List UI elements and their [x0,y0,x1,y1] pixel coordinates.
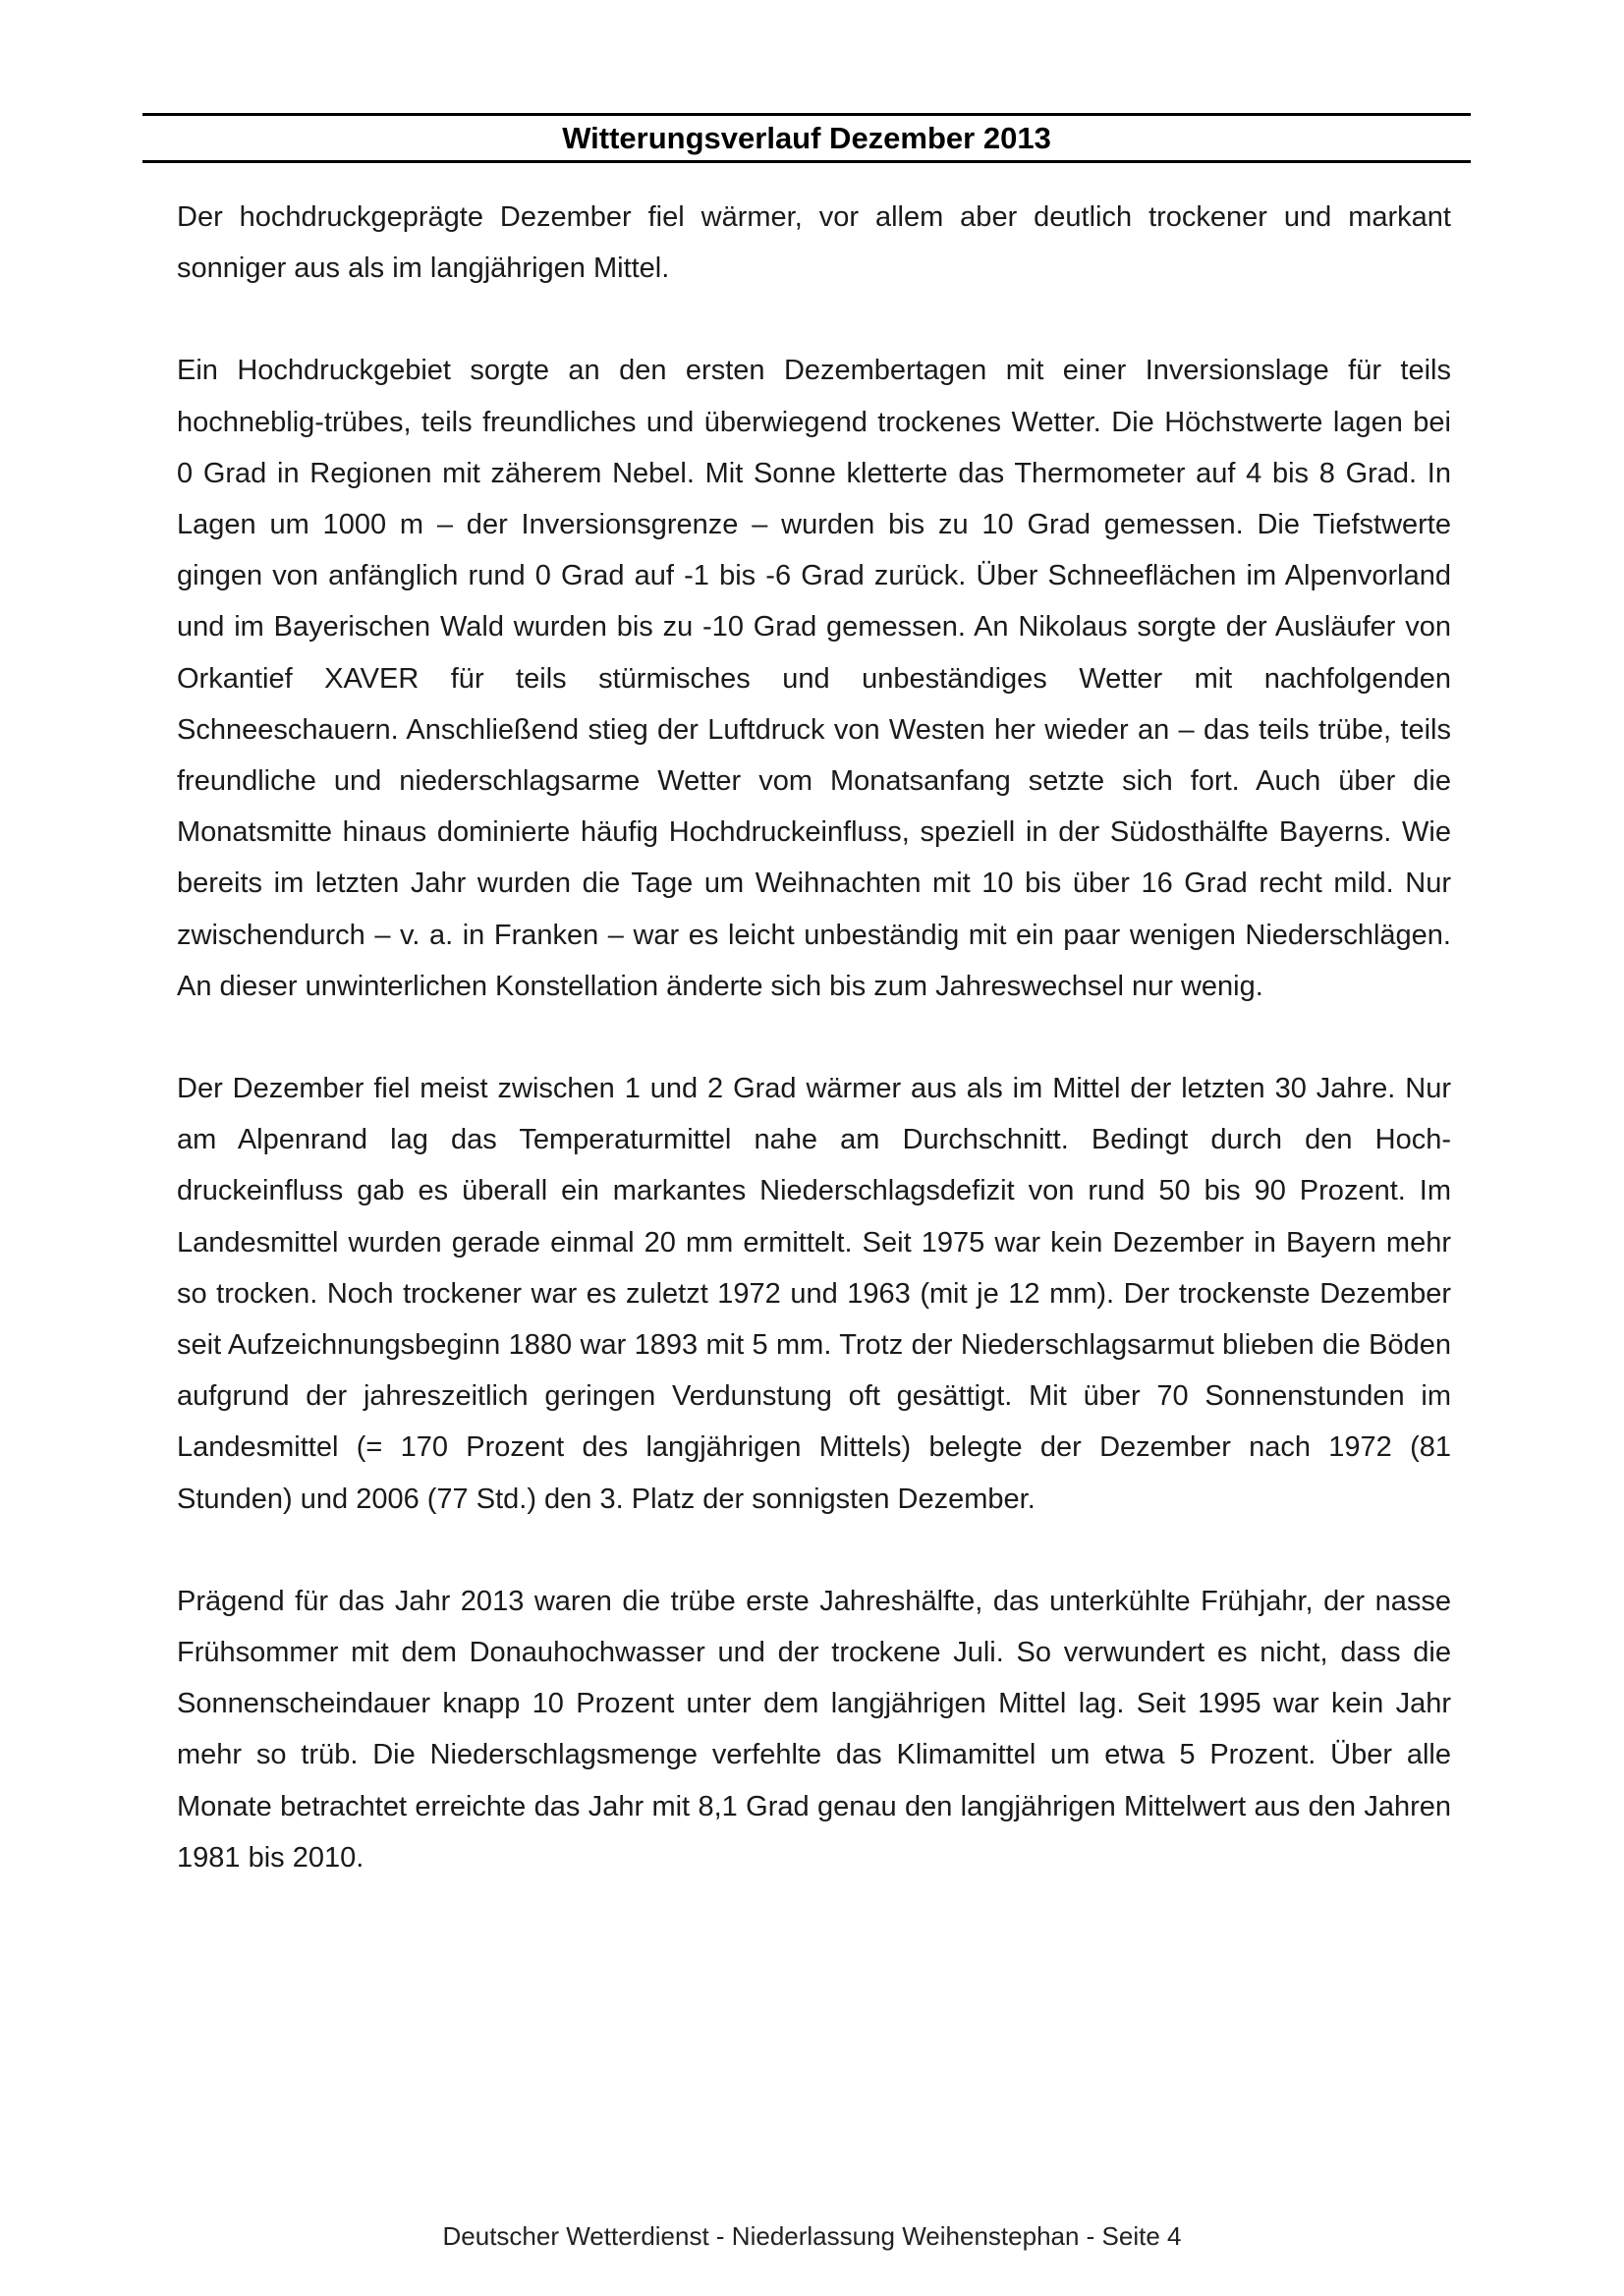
paragraph-monthly-summary: Der Dezember fiel meist zwischen 1 und 2 Grad wärmer aus als im Mittel der letzten 30 Jahre. Nur am Alpenrand lag das Temperaturmittel nahe am Durchschnitt. Bedingt durch den Hoch-druckeinfluss gab es überall ein markantes Niederschlagsdefizit von rund 50 bis 90 Prozent. Im Landesmittel wurden gerade einmal 20 mm ermittelt. Seit 1975 war kein Dezember in Bayern mehr so trocken. Noch trockener war es zuletzt 1972 und 1963 (mit je 12 mm). Der trockenste Dezember seit Aufzeichnungsbeginn 1880 war 1893 mit 5 mm. Trotz der Niederschlagsarmut blieben die Böden aufgrund der jahreszeitlich geringen Verdunstung oft gesättigt. Mit über 70 Sonnenstunden im Landesmittel (= 170 Prozent des langjährigen Mittels) belegte der Dezember nach 1972 (81 Stunden) und 2006 (77 Std.) den 3. Platz der sonnigsten Dezember. [177,1073,1451,1515]
page-title: Witterungsverlauf Dezember 2013 [562,121,1051,155]
title-bottom-rule [142,160,1471,163]
page-footer: Deutscher Wetterdienst - Niederlassung Weihenstephan - Seite 4 [442,2221,1182,2251]
document-body [177,192,1451,1934]
paragraph-year-summary: Prägend für das Jahr 2013 waren die trübe erste Jahreshälfte, das unterkühlte Frühjahr, der nasse Frühsommer mit dem Donauhochwasser und der trockene Juli. So verwundert es nicht, dass die Sonnenscheindauer knapp 10 Prozent unter dem langjährigen Mittel lag. Seit 1995 war kein Jahr mehr so trüb. Die Niederschlagsmenge verfehlte das Klimamittel um etwa 5 Prozent. Über alle Monate betrachtet erreichte das Jahr mit 8,1 Grad genau den langjährigen Mittelwert aus den Jahren 1981 bis 2010. [177,1585,1451,1874]
paragraph-intro: Der hochdruckgeprägte Dezember fiel wärmer, vor allem aber deutlich trockener und markant sonniger aus als im langjährigen Mittel. [177,201,1451,285]
paragraph-weather-course: Ein Hochdruckgebiet sorgte an den ersten Dezembertagen mit einer Inversionslage für teils hochneblig-trübes, teils freundliches und überwiegend trockenes Wetter. Die Höchstwerte lagen bei 0 Grad in Regionen mit zäherem Nebel. Mit Sonne kletterte das Thermometer auf 4 bis 8 Grad. In Lagen um 1000 m – der Inversionsgrenze – wurden bis zu 10 Grad gemessen. Die Tiefstwerte gingen von anfänglich rund 0 Grad auf -1 bis -6 Grad zurück. Über Schneeflächen im Alpenvorland und im Bayerischen Wald wurden bis zu -10 Grad gemessen. An Nikolaus sorgte der Ausläufer von Orkantief XAVER für teils stürmisches und unbeständiges Wetter mit nachfolgenden Schneeschauern. Anschließend stieg der Luftdruck von Westen her wieder an – das teils trübe, teils freundliche und niederschlagsarme Wetter vom Monatsanfang setzte sich fort. Auch über die Monatsmitte hinaus dominierte häufig Hochdruckeinfluss, speziell in der Südosthälfte Bayerns. Wie bereits im letzten Jahr wurden die Tage um Weihnachten mit 10 bis über 16 Grad recht mild. Nur zwischendurch – v. a. in Franken – war es leicht unbeständig mit ein paar wenigen Niederschlägen. An dieser unwinterlichen Konstellation änderte sich bis zum Jahreswechsel nur wenig. [177,355,1451,1002]
